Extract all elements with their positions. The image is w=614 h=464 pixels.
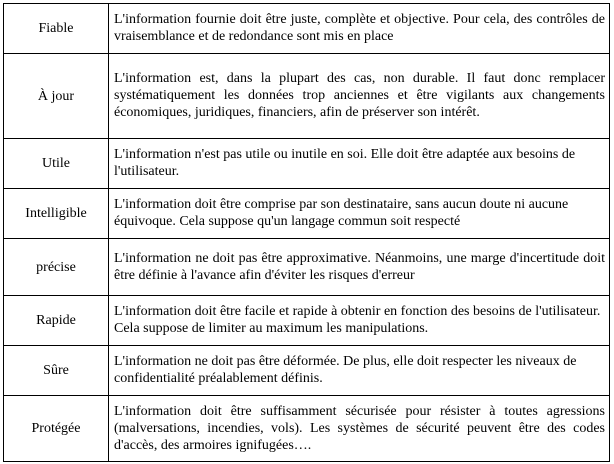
quality-description: L'information ne doit pas être approximative. Néanmoins, une marge d'incertitude doit être définie à l'avance afin d'éviter les risques d'erreur	[109, 239, 610, 296]
quality-description: L'information doit être comprise par son destinataire, sans aucun doute ni aucune équivoque. Cela suppose qu'un langage commun soit respecté	[109, 189, 610, 239]
table-row	[4, 4, 610, 54]
quality-term: Protégée	[4, 396, 109, 462]
quality-term: Intelligible	[4, 189, 109, 239]
quality-description: L'information fournie doit être juste, complète et objective. Pour cela, des contrôles de vraisemblance et de redondance sont mis en place	[109, 4, 610, 54]
quality-description: L'information est, dans la plupart des cas, non durable. Il faut donc remplacer systématiquement les données trop anciennes et être vigilants aux changements économiques, juridiques, financiers, afin de préserver son intérêt.	[109, 54, 610, 139]
quality-term: Fiable	[4, 4, 109, 54]
quality-term: À jour	[4, 54, 109, 139]
table-row	[4, 239, 610, 296]
information-qualities-table	[3, 3, 610, 462]
quality-term: Rapide	[4, 296, 109, 346]
table-row	[4, 189, 610, 239]
table-row	[4, 396, 610, 462]
table-row	[4, 139, 610, 189]
quality-term: précise	[4, 239, 109, 296]
quality-term: Sûre	[4, 346, 109, 396]
quality-description: L'information n'est pas utile ou inutile en soi. Elle doit être adaptée aux besoins de l'utilisateur.	[109, 139, 610, 189]
quality-description: L'information doit être suffisamment sécurisée pour résister à toutes agressions (malversations, incendies, vols). Les systèmes de sécurité peuvent être des codes d'accès, des armoires ignifugées….	[109, 396, 610, 462]
table-row	[4, 296, 610, 346]
table-row	[4, 346, 610, 396]
quality-description: L'information doit être facile et rapide à obtenir en fonction des besoins de l'utilisateur. Cela suppose de limiter au maximum les manipulations.	[109, 296, 610, 346]
quality-term: Utile	[4, 139, 109, 189]
table-row	[4, 54, 610, 139]
quality-description: L'information ne doit pas être déformée. De plus, elle doit respecter les niveaux de confidentialité préalablement définis.	[109, 346, 610, 396]
